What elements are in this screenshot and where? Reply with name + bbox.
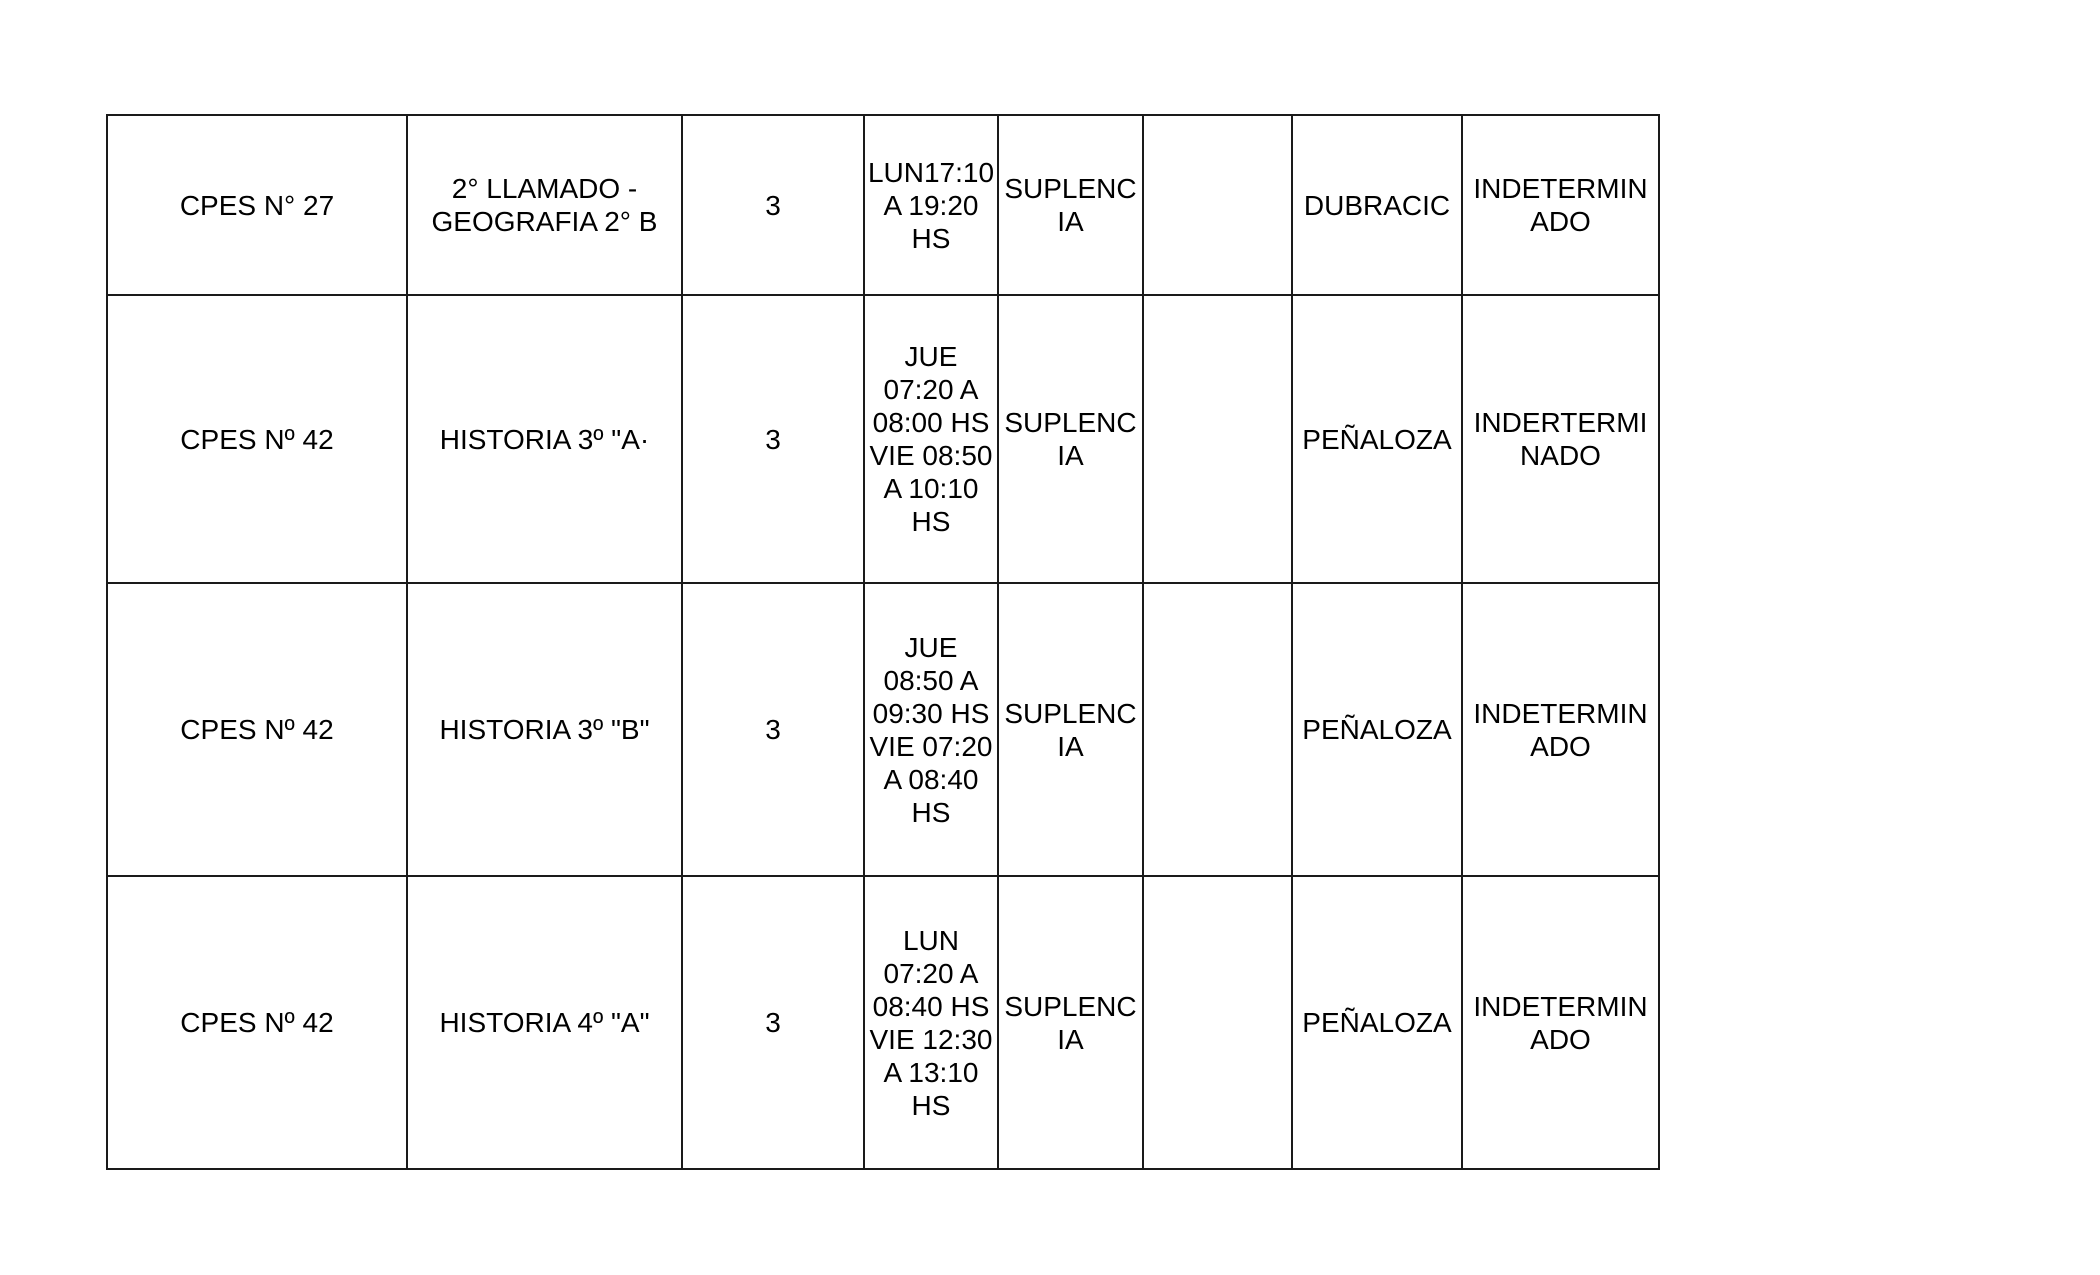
table-body [107,115,1659,1169]
empty-cell [1143,115,1292,295]
school-cell: CPES N° 27 [107,115,407,295]
term-cell: INDETERMIN ADO [1462,583,1659,876]
schedule-cell: LUN17:10 A 19:20 HS [864,115,998,295]
table-row [107,583,1659,876]
school-cell: CPES Nº 42 [107,295,407,583]
teacher-cell: PEÑALOZA [1292,583,1462,876]
table-row [107,115,1659,295]
empty-cell [1143,876,1292,1169]
subject-cell: HISTORIA 3º "A· [407,295,682,583]
table-row [107,295,1659,583]
assignments-table [106,114,1660,1170]
type-cell: SUPLENC IA [998,876,1143,1169]
hours-cell: 3 [682,583,864,876]
term-cell: INDETERMIN ADO [1462,115,1659,295]
hours-cell: 3 [682,876,864,1169]
type-cell: SUPLENC IA [998,295,1143,583]
subject-cell: HISTORIA 4º "A" [407,876,682,1169]
hours-cell: 3 [682,115,864,295]
schedule-cell: LUN 07:20 A 08:40 HS VIE 12:30 A 13:10 HS [864,876,998,1169]
term-cell: INDERTERMI NADO [1462,295,1659,583]
schedule-cell: JUE 07:20 A 08:00 HS VIE 08:50 A 10:10 HS [864,295,998,583]
table-row [107,876,1659,1169]
empty-cell [1143,295,1292,583]
teacher-cell: PEÑALOZA [1292,876,1462,1169]
type-cell: SUPLENC IA [998,583,1143,876]
term-cell: INDETERMIN ADO [1462,876,1659,1169]
type-cell: SUPLENC IA [998,115,1143,295]
subject-cell: 2° LLAMADO - GEOGRAFIA 2° B [407,115,682,295]
subject-cell: HISTORIA 3º "B" [407,583,682,876]
school-cell: CPES Nº 42 [107,583,407,876]
teacher-cell: DUBRACIC [1292,115,1462,295]
empty-cell [1143,583,1292,876]
teacher-cell: PEÑALOZA [1292,295,1462,583]
hours-cell: 3 [682,295,864,583]
schedule-cell: JUE 08:50 A 09:30 HS VIE 07:20 A 08:40 HS [864,583,998,876]
school-cell: CPES Nº 42 [107,876,407,1169]
